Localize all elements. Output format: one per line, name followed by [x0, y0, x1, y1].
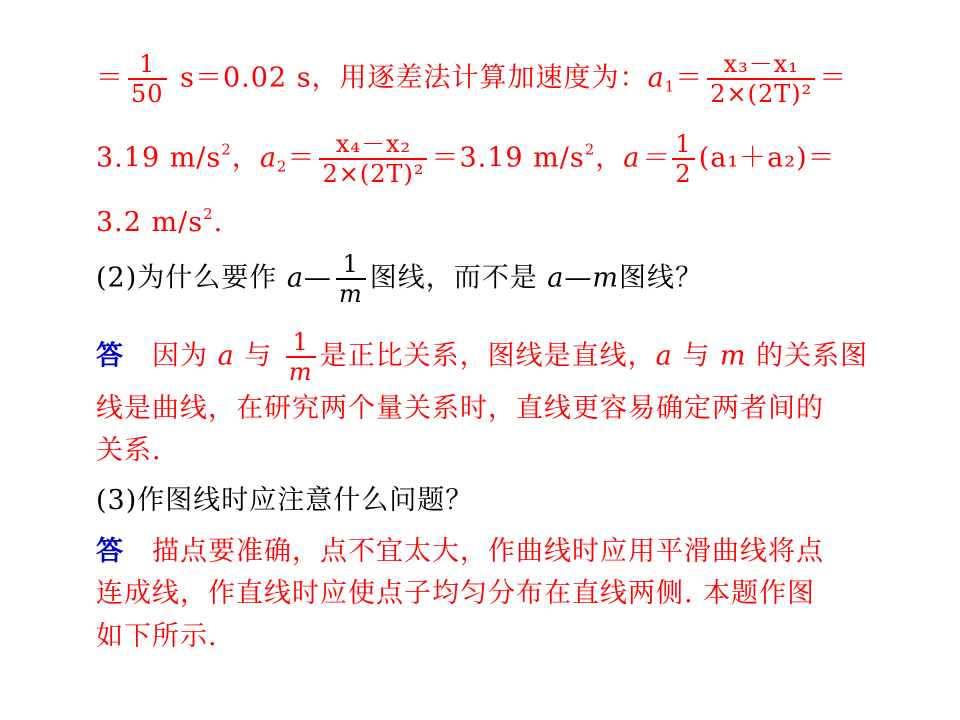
- answer-2-line-1: [96, 328, 868, 386]
- var-a: a: [259, 142, 277, 174]
- answer-label: 答: [96, 536, 124, 567]
- frac-numerator: x₄－x₂: [319, 130, 427, 160]
- answer-text: 的关系图: [746, 340, 869, 372]
- question-suffix: 图线？: [619, 262, 703, 294]
- var-a-dash: a—: [286, 262, 332, 294]
- answer-text: 与: [672, 340, 720, 372]
- answer-text: 描点要准确，点不宜太大，作曲线时应用平滑曲线将点: [124, 536, 824, 567]
- answer-2-line-3: 关系.: [96, 435, 162, 466]
- var-a-m: a—m: [547, 262, 619, 294]
- frac-denominator: 2×(2T)²: [322, 160, 425, 188]
- frac-denominator: 2×(2T)²: [710, 80, 813, 108]
- equals-sign: ＝: [675, 62, 704, 94]
- subscript: 1: [664, 77, 676, 96]
- var-m: m: [719, 340, 747, 372]
- fraction-a2: [319, 130, 427, 188]
- frac-numerator: x₃－x₁: [707, 50, 815, 80]
- average-expression: (a₁＋a₂)＝: [698, 142, 836, 174]
- frac-denominator: 2: [675, 160, 692, 188]
- equals-sign: ＝: [287, 142, 316, 174]
- fraction-1-m: [286, 328, 316, 386]
- result-value: 3.2 m/s: [96, 207, 204, 238]
- question-2: [96, 250, 703, 308]
- question-prefix: (2)为什么要作: [96, 262, 287, 294]
- period: .: [213, 207, 224, 238]
- calc-line-1: [96, 50, 847, 108]
- superscript: 2: [203, 205, 214, 223]
- equals-sign: ＝: [96, 62, 124, 94]
- comma: ，: [595, 142, 624, 174]
- frac-denominator: m: [338, 280, 363, 308]
- value-a2: ＝3.19 m/s: [431, 142, 585, 174]
- frac-denominator: 50: [131, 80, 164, 108]
- question-3: (3)作图线时应注意什么问题？: [96, 485, 474, 516]
- frac-numerator: 1: [286, 328, 316, 358]
- value-a1: 3.19 m/s: [96, 142, 222, 174]
- frac-numerator: 1: [128, 50, 167, 80]
- calc-line-3: [96, 197, 223, 240]
- answer-3-line-2: 连成线，作直线时应使点子均匀分布在直线两侧. 本题作图: [96, 578, 816, 609]
- superscript: 2: [221, 140, 232, 159]
- period-text: s＝0.02 s，用逐差法计算加速度为：: [180, 62, 648, 94]
- calc-line-2: [96, 130, 836, 188]
- frac-denominator: m: [288, 358, 313, 386]
- frac-numerator: 1: [336, 250, 366, 280]
- answer-text: 因为: [124, 340, 218, 372]
- question-middle: 图线，而不是: [369, 262, 548, 294]
- equals-sign: ＝: [819, 62, 848, 94]
- fraction-half: [672, 130, 694, 188]
- var-a: a: [655, 340, 673, 372]
- answer-3-line-3: 如下所示.: [96, 621, 218, 652]
- answer-text: 是正比关系，图线是直线，: [319, 340, 656, 372]
- fraction-1-50: [128, 50, 167, 108]
- answer-3-line-1: [96, 535, 824, 569]
- fraction-a1: [707, 50, 815, 108]
- answer-text: 与: [234, 340, 282, 372]
- fraction-1-m: [336, 250, 366, 308]
- var-a-eq: a＝: [623, 142, 669, 174]
- var-a: a: [217, 340, 235, 372]
- answer-label: 答: [96, 340, 124, 372]
- comma: ，: [231, 142, 260, 174]
- superscript: 2: [584, 140, 596, 159]
- frac-numerator: 1: [672, 130, 694, 160]
- subscript: 2: [276, 157, 288, 176]
- var-a: a: [647, 62, 665, 94]
- answer-2-line-2: 线是曲线，在研究两个量关系时，直线更容易确定两者间的: [96, 393, 824, 424]
